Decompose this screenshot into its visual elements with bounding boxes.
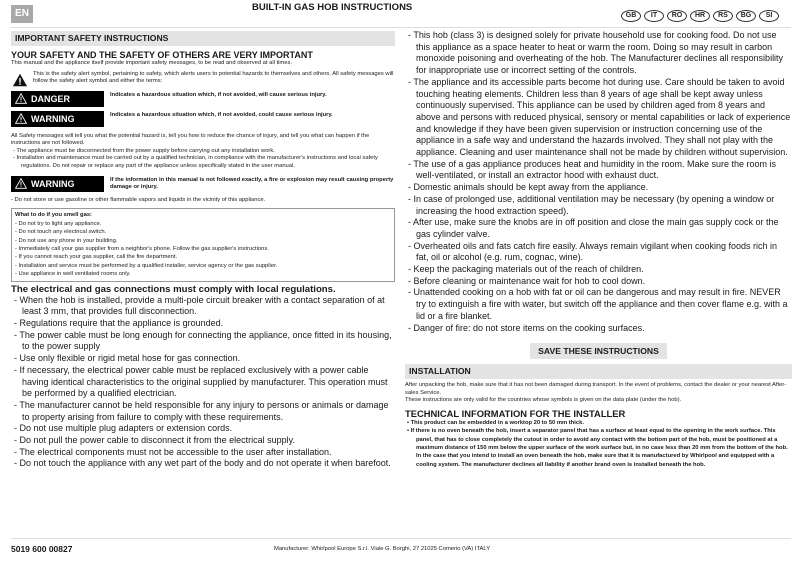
right-column [405,30,792,469]
usage-safety-list [405,30,792,334]
list-item: - The appliance must be disconnected from the power supply before carrying out any installation work. [13,147,275,154]
list-item: - Regulations require that the appliance is grounded. [14,318,224,328]
list-item: - After use, make sure the knobs are in off position and close the main gas supply cock or the gas cylinder valve. [408,217,779,239]
tech-info-list [405,419,792,469]
document-code: 5019 600 00827 [11,544,73,554]
list-item: - Use only flexible or rigid metal hose for gas connection. [14,353,241,364]
warning-triangle-icon [15,113,27,124]
warning2-text: If the information in this manual is not followed exactly, a fire or explosion may result causing property damage or injury. [110,176,394,191]
save-instructions-banner: SAVE THESE INSTRUCTIONS [530,343,667,359]
list-item: • This product can be embedded in a worktop 20 to 50 mm thick. [407,420,584,427]
warning-label: WARNING [31,113,75,124]
electrical-list [11,295,395,471]
list-item: - Unattended cooking on a hob with fat or oil can be dangerous and may result in fire. NEVER try to extinguish a fire with water, but switch off the appliance and then cover flame e.g. with a lid or a fire blanket. [408,287,788,321]
precautions-list [11,148,395,171]
warning-row [11,111,395,127]
country-code-it: IT [644,10,664,22]
list-item: - The appliance and its accessible parts become hot during use. Care should be taken to avoid touching heating elements. Children less than 8 years of age shall be kept away unless continuously supervised. This appliance can be used by children aged from 8 years and above and persons with reduced physical, sensory or mental capabilities or lack of experience and knowledge if they have been given supervision or instruction concerning use of the appliance in a safe way and understand the hazards involved. They shall not play with the appliance. Cleaning and user maintenance shall not be made by children without supervision. [408,76,791,158]
country-codes [621,10,779,22]
list-item: - Installation and maintenance must be carried out by a qualified technician, in compliance with the manufacturer's instructions and local safety regulations. Do not repair or replace any part of the appliance unless specifically stated in the user manual. [13,155,378,169]
warning2-label: WARNING [31,178,75,189]
list-item: - Overheated oils and fats catch fire easily. Always remain vigilant when cooking foods rich in fat, oil or alcohol (e.g. rum, cognac, wine). [408,240,778,263]
alert-symbol-row [11,71,395,87]
list-item: - Do not use multiple plug adapters or extension cords. [14,423,233,434]
list-item: - Do not touch any electrical switch. [15,229,107,236]
list-item: - Danger of fire: do not store items on the cooking surfaces. [408,322,645,333]
country-code-bg: BG [736,10,756,22]
list-item: - This hob (class 3) is designed solely for private household use for cooking food. Do not use this appliance as a space heater to heat or warm the room. Doing so may result in carbon monoxide poisoning and overheating of the hob. The Manufacturer declines all responsibility for inappropriate use or incorrect setting of the controls. [408,30,784,76]
list-item: - Immediately call your gas supplier from a neighbor's phone. Follow the gas supplier's instructions. [15,245,269,252]
list-item: - Installation and service must be performed by a qualified installer, service agency or the gas supplier. [15,262,278,269]
danger-text: Indicates a hazardous situation which, if not avoided, will cause serious injury. [110,91,327,98]
section-title-safety: IMPORTANT SAFETY INSTRUCTIONS [11,31,395,46]
country-code-gb: GB [621,10,641,22]
list-item: - Do not touch the appliance with any wet part of the body and do not operate it when barefoot. [14,458,391,469]
country-code-ro: RO [667,10,687,22]
list-item: • If there is no oven beneath the hob, insert a separator panel that has a surface at least equal to the opening in the work surface. This panel, that has to close completely the cutout in order to avoid any contact with the bottom part of the hob, must be positioned at a maximum distance of 150 mm below the upper surface of the work surface but, in no case less than 20 mm from the bottom of the hob. In the case that you intend to install an oven beneath the hob, make sure that it is manufactured by Whirlpool and equipped with a cooling system. The manufacturer declines all liability if another brand oven is installed beneath the hob. [407,428,788,468]
safety-intro: This manual and the appliance itself provide important safety messages, to be read and observed at all times. [11,60,292,66]
list-item: - If necessary, the electrical power cable must be replaced exclusively with a power cable having identical characteristics to the original supplied by manufacturer. This operation must be performed by a qualified electrician. [14,364,388,399]
electrical-heading: The electrical and gas connections must comply with local regulations. [11,283,336,295]
danger-signal [11,91,104,107]
safety-alert-icon [13,73,27,87]
list-item: - Use appliance in well ventilated rooms only. [15,271,131,278]
installation-text-2: These instructions are only valid for the countries whose symbols is given on the data plate (under the hob). [405,397,682,404]
smell-gas-box [11,208,395,281]
warning-triangle-icon [15,93,27,104]
list-item: - Domestic animals should be kept away from the appliance. [408,182,649,193]
list-item: - When the hob is installed, provide a multi-pole circuit breaker with a contact separation of at least 3 mm, that provides full disconnection. [14,294,385,317]
safety-heading: YOUR SAFETY AND THE SAFETY OF OTHERS ARE VERY IMPORTANT [11,50,313,60]
tech-info-heading: TECHNICAL INFORMATION FOR THE INSTALLER [405,408,626,420]
save-instructions-wrap [405,341,792,359]
danger-label: DANGER [31,93,71,104]
warning-text: Indicates a hazardous situation which, if not avoided, could cause serious injury. [110,111,333,118]
list-item: - The power cable must be long enough for connecting the appliance, once fitted in its housing, to the power supply [14,329,392,352]
warning-triangle-icon [15,178,27,189]
warning-signal-2 [11,176,104,192]
installation-text-1: After unpacking the hob, make sure that it has not been damaged during transport. In the event of problems, contact the dealer or your nearest After-sales Service. [405,382,787,396]
left-column [11,31,395,470]
list-item: - Do not use any phone in your building. [15,237,118,244]
smell-gas-title: What to do if you smell gas: [15,212,92,219]
list-item: - The manufacturer cannot be held responsible for any injury to persons or animals or damage to property arising from failure to comply with these requirements. [14,399,389,422]
country-code-hr: HR [690,10,710,22]
list-item: - Keep the packaging materials out of the reach of children. [408,264,644,275]
alert-symbol-text: This is the safety alert symbol, pertaining to safety, which alerts users to potential hazards to themselves and others. All safety messages will follow the safety alert symbol and either the terms: [33,70,394,85]
country-code-si: SI [759,10,779,22]
list-item: - Do not try to light any appliance. [15,220,102,227]
language-badge: EN [11,5,33,23]
page-header [0,0,802,28]
header-divider [11,27,791,28]
list-item: - In case of prolonged use, additional ventilation may be necessary (by opening a window or increasing the hood extraction speed). [408,193,775,216]
list-item: - The electrical components must not be accessible to the user after installation. [14,446,332,457]
danger-row [11,91,395,107]
warning-signal [11,111,104,127]
footer-divider [11,538,791,539]
manufacturer-address: Manufacturer: Whirlpool Europe S.r.l. Viale G. Borghi, 27 21025 Comerio (VA) ITALY [274,546,491,552]
warning2-row [11,176,395,192]
list-item: - If you cannot reach your gas supplier, call the fire department. [15,254,178,261]
list-item: - Before cleaning or maintenance wait for hob to cool down. [408,275,646,286]
list-item: - Do not pull the power cable to disconnect it from the electrical supply. [14,435,295,446]
section-title-installation: INSTALLATION [405,364,792,379]
list-item: - The use of a gas appliance produces heat and humidity in the room. Make sure the room is well-ventilated, or install an extractor hood with exhaust duct. [408,158,777,181]
gasoline-text: - Do not store or use gasoline or other flammable vapors and liquids in the vicinity of this appliance. [11,196,266,203]
all-messages-text: All Safety messages will tell you what the potential hazard is, tell you how to reduce the chance of injury, and tell you what can happen if the instructions are not followed. [11,132,370,147]
country-code-rs: RS [713,10,733,22]
document-title: BUILT-IN GAS HOB INSTRUCTIONS [252,2,413,13]
